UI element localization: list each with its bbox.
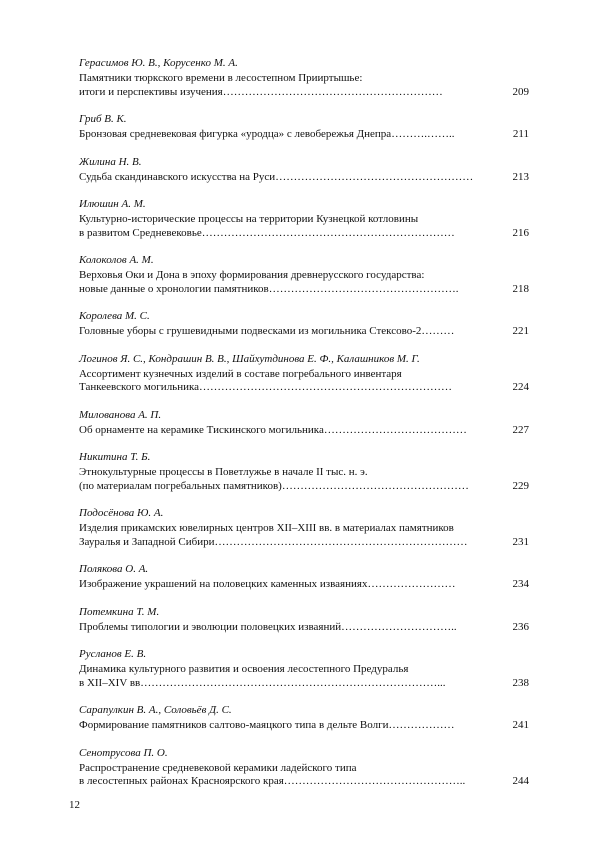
- toc-entry: [79, 605, 529, 635]
- toc-entry-title-line: Культурно-исторические процессы на территории Кузнецкой котловины: [79, 213, 419, 225]
- toc-entry-last-line: [79, 480, 529, 494]
- toc-entry-authors: Потемкина Т. М.: [79, 605, 160, 618]
- toc-entry-page-number: 244: [512, 775, 529, 787]
- toc-entry-page-number: 209: [512, 85, 529, 98]
- toc-entry-last-line: [79, 171, 529, 185]
- toc-entry: [79, 506, 529, 549]
- toc-entry-authors: Логинов Я. С., Кондрашин В. В., Шайхутдинова Е. Ф., Калашников М. Г.: [79, 352, 420, 365]
- toc-entry-last-line: [79, 86, 529, 100]
- toc-entry-page-number: 231: [512, 535, 529, 548]
- toc-entry-authors: Илюшин А. М.: [79, 198, 146, 210]
- toc-entry-title-line: Ассортимент кузнечных изделий в составе погребального инвентаря: [79, 367, 402, 380]
- toc-entry-authors: Милованова А. П.: [79, 408, 162, 421]
- toc-entry-page-number: 234: [512, 578, 529, 590]
- toc-entry-last-line: [79, 677, 529, 691]
- toc-entry-title-with-leader: Головные уборы с грушевидными подвесками из могильника Стексово-2………: [79, 325, 455, 337]
- toc-entry-page-number: 227: [512, 423, 529, 436]
- toc-entry-authors: Подосёнова Ю. А.: [79, 507, 164, 519]
- toc-entry-authors: Королева М. С.: [79, 310, 150, 322]
- toc-entry-title-line: Динамика культурного развития и освоения лесостепного Предуралья: [79, 663, 409, 675]
- toc-entry: [79, 703, 529, 733]
- toc-entry: [79, 197, 529, 240]
- toc-entry: [79, 746, 529, 789]
- toc-entry: [79, 562, 529, 592]
- toc-entry-title-line: Памятники тюркского времени в лесостепном Прииртышье:: [79, 72, 363, 84]
- toc-entry-last-line: [79, 536, 529, 550]
- toc-entry-title-with-leader: итоги и перспективы изучения……………………………………………………: [79, 85, 443, 98]
- toc-entry-page-number: 241: [512, 719, 529, 731]
- toc-entry: [79, 56, 529, 99]
- toc-entry: [79, 352, 529, 395]
- toc-entry-authors: Русланов Е. В.: [79, 648, 147, 660]
- toc-entry-last-line: [79, 227, 529, 241]
- toc-entry-last-line: [79, 424, 529, 438]
- toc-entry-authors: Гриб В. К.: [79, 113, 127, 125]
- toc-entry-title-line: Верховья Оки и Дона в эпоху формирования древнерусского государства:: [79, 269, 425, 281]
- toc-entry-title-with-leader: Бронзовая средневековая фигурка «уродца» с левобережья Днепра……….……..: [79, 128, 455, 140]
- toc-entry-page-number: 216: [512, 226, 529, 239]
- toc-entry-page-number: 221: [512, 325, 529, 337]
- toc-entry-last-line: [79, 325, 529, 339]
- toc-entry-authors: Герасимов Ю. В., Корусенко М. А.: [79, 57, 238, 69]
- toc-entry-title-with-leader: (по материалам погребальных памятников)……………………………………………: [79, 479, 469, 492]
- toc-entry-page-number: 238: [512, 676, 529, 689]
- toc-entry-last-line: [79, 283, 529, 297]
- page-number: 12: [69, 799, 80, 811]
- toc-entry-last-line: [79, 621, 529, 635]
- toc-entry-title-line: Изделия прикамских ювелирных центров XII–XIII вв. в материалах памятников: [79, 522, 454, 534]
- toc-entry-last-line: [79, 578, 529, 592]
- toc-entry-last-line: [79, 381, 529, 395]
- toc-entry-last-line: [79, 719, 529, 733]
- toc-entry-page-number: 213: [512, 170, 529, 183]
- toc-entry-page-number: 236: [512, 620, 529, 633]
- toc-entry-authors: Жилина Н. В.: [79, 155, 142, 168]
- toc-entry-title-with-leader: в лесостепных районах Красноярского края…………………………………………..: [79, 775, 466, 787]
- toc-entry: [79, 450, 529, 493]
- toc-entry-last-line: [79, 775, 529, 789]
- toc-entry-title-with-leader: в XII–XIV вв………………………………………………………………………...: [79, 676, 446, 689]
- toc-entry-title-with-leader: Проблемы типологии и эволюции половецких изваяний…………………………..: [79, 620, 457, 633]
- toc-entry-title-with-leader: Формирование памятников салтово-маяцкого типа в дельте Волги………………: [79, 719, 455, 731]
- toc-entry: [79, 253, 529, 296]
- table-of-contents: [79, 56, 529, 802]
- toc-entry-authors: Колоколов А. М.: [79, 254, 154, 266]
- toc-entry-title-with-leader: новые данные о хронологии памятников…………………………………………….: [79, 282, 459, 295]
- toc-entry-title-with-leader: Зауралья и Западной Сибири……………………………………………………………: [79, 535, 468, 548]
- toc-entry-title-with-leader: в развитом Средневековье……………………………………………………………: [79, 226, 455, 239]
- toc-entry: [79, 309, 529, 339]
- toc-entry-last-line: [79, 128, 529, 142]
- toc-entry-authors: Сарапулкин В. А., Соловьёв Д. С.: [79, 704, 232, 716]
- toc-entry-title-with-leader: Изображение украшений на половецких каменных изваяниях……………………: [79, 578, 456, 590]
- toc-entry-page-number: 224: [512, 381, 529, 393]
- toc-entry: [79, 155, 529, 185]
- toc-entry-title-with-leader: Судьба скандинавского искусства на Руси………………………………………………: [79, 170, 474, 183]
- toc-entry-authors: Никитина Т. Б.: [79, 451, 151, 463]
- toc-entry-page-number: 229: [512, 479, 529, 492]
- toc-entry-authors: Полякова О. А.: [79, 563, 149, 575]
- toc-entry-title-with-leader: Об орнаменте на керамике Тискинского могильника…………………………………: [79, 423, 467, 436]
- toc-entry: [79, 112, 529, 142]
- toc-entry-title-line: Этнокультурные процессы в Поветлужье в начале II тыс. н. э.: [79, 466, 368, 478]
- toc-entry-title-with-leader: Танкеевского могильника……………………………………………………………: [79, 381, 453, 393]
- toc-entry-authors: Сенотрусова П. О.: [79, 746, 168, 759]
- toc-entry: [79, 647, 529, 690]
- toc-entry-page-number: 211: [512, 128, 529, 140]
- toc-entry-page-number: 218: [512, 282, 529, 295]
- toc-entry-title-line: Распространение средневековой керамики ладейского типа: [79, 761, 357, 774]
- toc-entry: [79, 408, 529, 438]
